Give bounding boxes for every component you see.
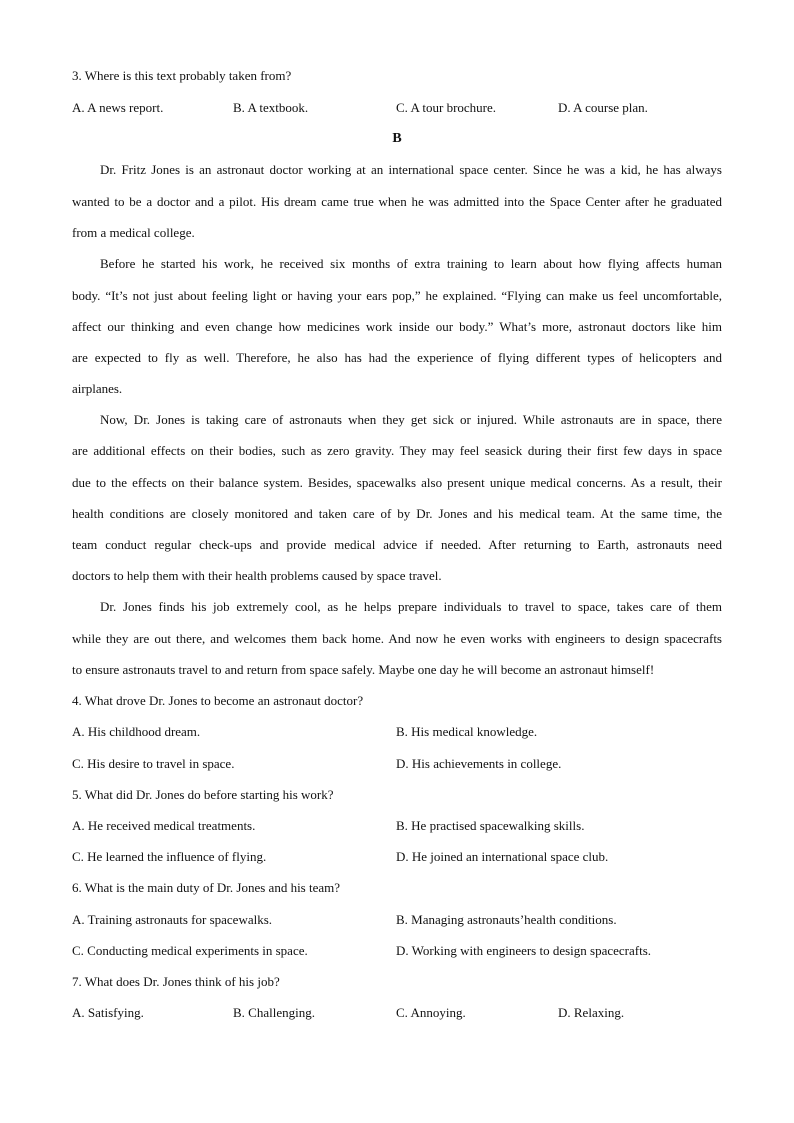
q5-option-b: B. He practised spacewalking skills. xyxy=(396,818,585,833)
q3-option-b: B. A textbook. xyxy=(233,100,309,115)
q5-option-d: D. He joined an international space club. xyxy=(396,849,609,864)
passage-line: wanted to be a doctor and a pilot. His dream came true when he was admitted into the Space Center after he graduated xyxy=(72,194,722,209)
passage-line: doctors to help them with their health problems caused by space travel. xyxy=(72,568,442,583)
passage-line: health conditions are closely monitored and taken care of by Dr. Jones and his medical team. At the same time, the xyxy=(72,506,722,521)
passage-line: affect our thinking and even change how medicines work inside our body.” What’s more, astronaut doctors like him xyxy=(72,319,722,334)
q6-option-d: D. Working with engineers to design spacecrafts. xyxy=(396,943,652,958)
section-b-title: B xyxy=(392,131,402,146)
passage-line: are additional effects on their bodies, such as zero gravity. They may feel seasick during their first few days in space xyxy=(72,443,722,458)
q7-option-a: A. Satisfying. xyxy=(72,1005,144,1020)
passage-line: Now, Dr. Jones is taking care of astronauts when they get sick or injured. While astronauts are in space, there xyxy=(100,412,722,427)
q6-option-c: C. Conducting medical experiments in space. xyxy=(72,943,308,958)
q4-option-a: A. His childhood dream. xyxy=(72,724,201,739)
passage-line: from a medical college. xyxy=(72,225,195,240)
q7-option-c: C. Annoying. xyxy=(396,1005,466,1020)
q4-option-b: B. His medical knowledge. xyxy=(396,724,538,739)
q3-option-c: C. A tour brochure. xyxy=(396,100,497,115)
passage-line: team conduct regular check-ups and provide medical advice if needed. After returning to Earth, astronauts need xyxy=(72,537,722,552)
q6-option-b: B. Managing astronauts’health conditions. xyxy=(396,912,617,927)
q5-option-a: A. He received medical treatments. xyxy=(72,818,256,833)
q3-option-d: D. A course plan. xyxy=(558,100,648,115)
passage-line: while they are out there, and welcomes them back home. And now he even works with engineers to design spacecrafts xyxy=(72,631,722,646)
passage-line: due to the effects on their balance system. Besides, spacewalks also present unique medical concerns. As a result, their xyxy=(72,475,722,490)
q7-option-d: D. Relaxing. xyxy=(558,1005,625,1020)
q4-option-d: D. His achievements in college. xyxy=(396,756,562,771)
question-5: 5. What did Dr. Jones do before starting his work? xyxy=(72,787,334,802)
passage-line: are expected to fly as well. Therefore, he also has had the experience of flying different types of helicopters and xyxy=(72,350,722,365)
passage-line: Before he started his work, he received six months of extra training to learn about how flying affects human xyxy=(100,256,722,271)
q7-option-b: B. Challenging. xyxy=(233,1005,315,1020)
q5-option-c: C. He learned the influence of flying. xyxy=(72,849,267,864)
passage-line: to ensure astronauts travel to and return from space safely. Maybe one day he will become an astronaut himself! xyxy=(72,662,655,677)
passage-line: Dr. Fritz Jones is an astronaut doctor working at an international space center. Since he was a kid, he has always xyxy=(100,162,722,177)
question-3: 3. Where is this text probably taken from? xyxy=(72,68,292,83)
passage-line: airplanes. xyxy=(72,381,123,396)
question-6: 6. What is the main duty of Dr. Jones and his team? xyxy=(72,880,341,895)
passage-line: body. “It’s not just about feeling light or having your ears pop,” he explained. “Flying can make us feel uncomfortable, xyxy=(72,288,722,303)
q6-option-a: A. Training astronauts for spacewalks. xyxy=(72,912,273,927)
q4-option-c: C. His desire to travel in space. xyxy=(72,756,235,771)
passage-line: Dr. Jones finds his job extremely cool, as he helps prepare individuals to travel to space, takes care of them xyxy=(100,599,722,614)
question-7: 7. What does Dr. Jones think of his job? xyxy=(72,974,280,989)
q3-option-a: A. A news report. xyxy=(72,100,164,115)
question-4: 4. What drove Dr. Jones to become an astronaut doctor? xyxy=(72,693,364,708)
